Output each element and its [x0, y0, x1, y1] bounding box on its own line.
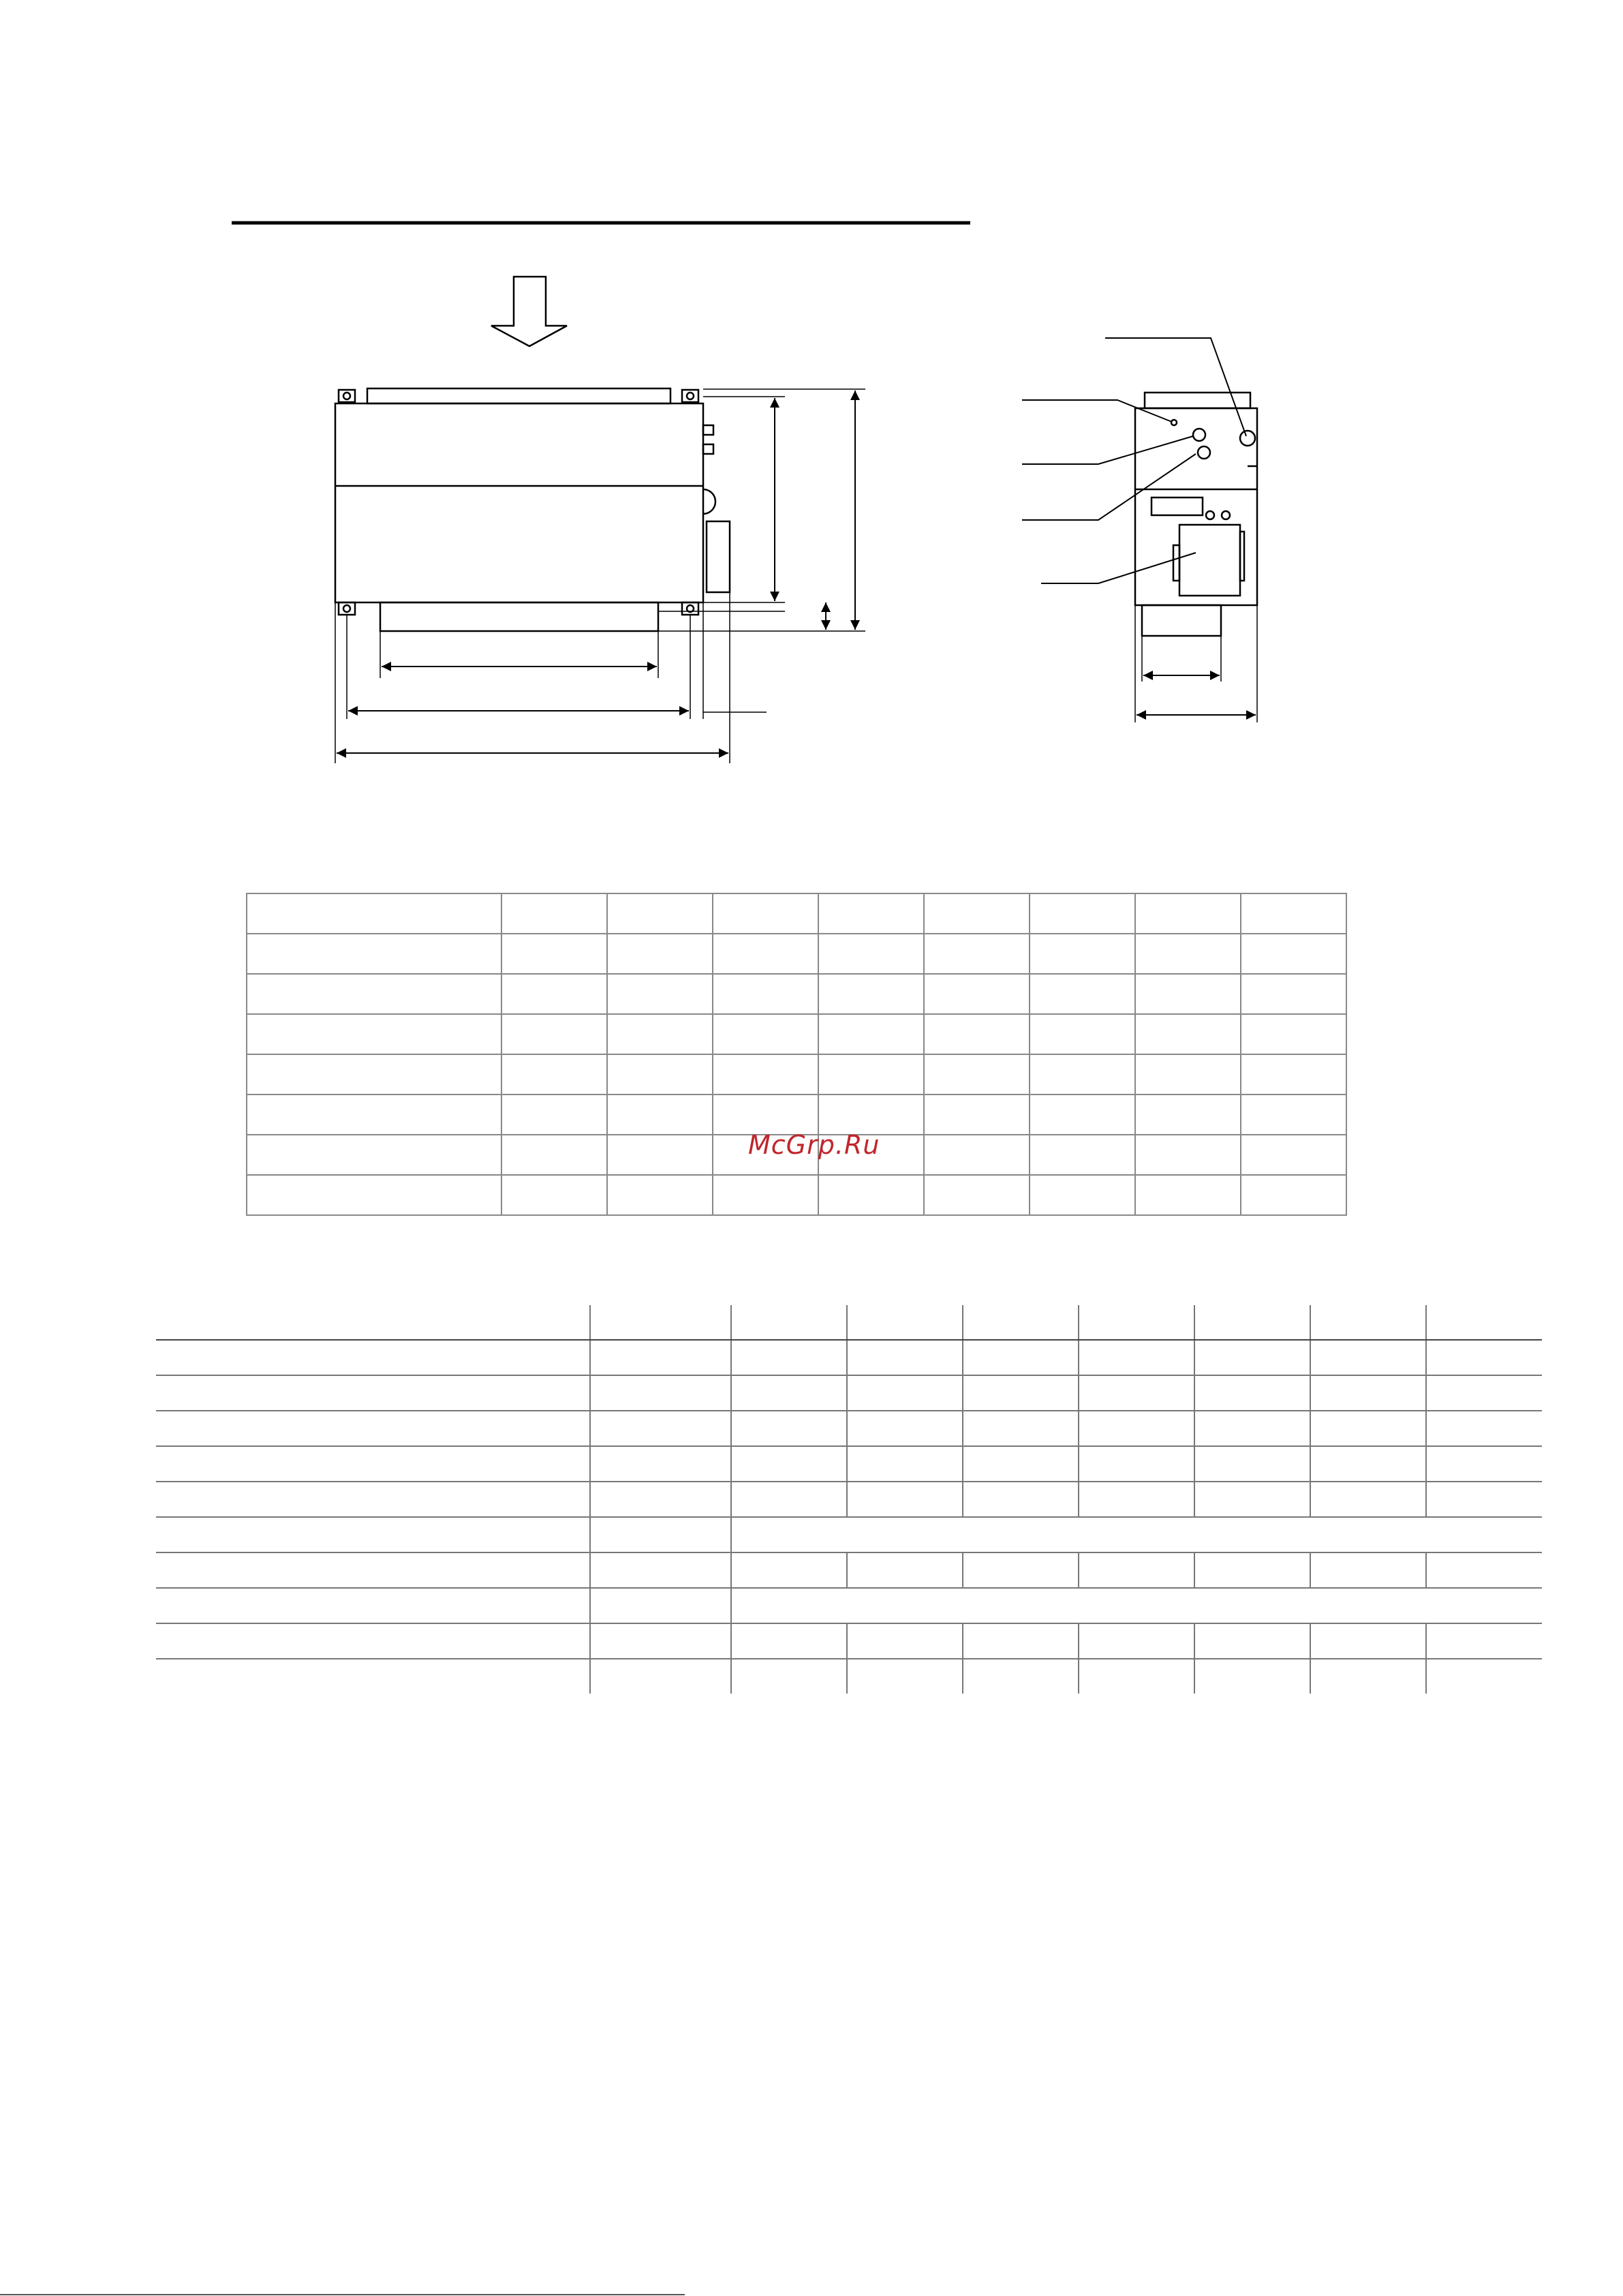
- table-cell: [1426, 1482, 1542, 1517]
- table-cell: [924, 934, 1030, 974]
- table-cell: [156, 1659, 590, 1694]
- table-row: [156, 1552, 1542, 1588]
- table-cell: [156, 1552, 590, 1588]
- table-cell: [247, 893, 501, 934]
- table-row: [247, 1095, 1346, 1135]
- table-row: [156, 1588, 1542, 1623]
- table-cell: [1194, 1623, 1310, 1659]
- watermark-text: McGrp.Ru: [748, 1130, 880, 1160]
- table-cell: [1030, 1135, 1135, 1175]
- table-cell: [1426, 1375, 1542, 1411]
- table-cell: [1030, 1095, 1135, 1135]
- table-cell: [607, 1054, 713, 1095]
- performance-table: [156, 1305, 1542, 1694]
- table-cell: [963, 1375, 1079, 1411]
- table-cell: [590, 1517, 731, 1552]
- table-cell: [590, 1305, 731, 1340]
- table-cell: [1030, 974, 1135, 1014]
- table-cell: [607, 1175, 713, 1215]
- table-cell: [501, 934, 607, 974]
- table-cell: [501, 1054, 607, 1095]
- table-cell: [1310, 1340, 1426, 1375]
- table-cell: [713, 893, 818, 934]
- table-cell: [1426, 1305, 1542, 1340]
- table-cell: [1426, 1659, 1542, 1694]
- table-cell: [247, 1095, 501, 1135]
- table-cell: [713, 1175, 818, 1215]
- mounting-bracket: [339, 390, 355, 402]
- table-cell: [1135, 934, 1241, 974]
- table-cell: [247, 1175, 501, 1215]
- table-cell: [924, 893, 1030, 934]
- table-row: [156, 1375, 1542, 1411]
- table-cell: [590, 1552, 731, 1588]
- table-cell: [247, 934, 501, 974]
- table-cell: [924, 1135, 1030, 1175]
- table-cell: [818, 893, 924, 934]
- table-cell: [1310, 1305, 1426, 1340]
- leader-line: [1022, 400, 1172, 422]
- table-cell: [590, 1446, 731, 1482]
- table-cell: [1310, 1623, 1426, 1659]
- table-cell: [156, 1446, 590, 1482]
- connection-port: [1240, 431, 1255, 446]
- table-cell: [590, 1659, 731, 1694]
- top-flange: [367, 388, 670, 403]
- table-cell: [1241, 1135, 1346, 1175]
- connection-port: [1171, 420, 1177, 425]
- table-cell: [1194, 1375, 1310, 1411]
- footer-rule: [0, 2294, 685, 2295]
- table-cell: [156, 1411, 590, 1446]
- table-cell: [731, 1588, 1542, 1623]
- table-cell: [1135, 974, 1241, 1014]
- table-cell: [1194, 1552, 1310, 1588]
- control-box: [1179, 525, 1240, 596]
- table-cell: [590, 1375, 731, 1411]
- table-cell: [713, 1095, 818, 1135]
- mounting-bracket: [339, 602, 355, 615]
- table-cell: [247, 1054, 501, 1095]
- table-cell: [156, 1517, 590, 1552]
- unit-body: [335, 403, 703, 602]
- table-cell: [590, 1482, 731, 1517]
- table-cell: [1135, 1175, 1241, 1215]
- table-row: [247, 893, 1346, 934]
- table-cell: [963, 1411, 1079, 1446]
- table-cell: [1310, 1411, 1426, 1446]
- drain-outlet: [703, 489, 715, 514]
- table-cell: [818, 1095, 924, 1135]
- table-cell: [818, 1014, 924, 1054]
- table-cell: [963, 1659, 1079, 1694]
- table-cell: [1079, 1340, 1194, 1375]
- table-cell: [247, 974, 501, 1014]
- table-cell: [924, 1054, 1030, 1095]
- table-cell: [1426, 1340, 1542, 1375]
- table-cell: [731, 1517, 1542, 1552]
- table-cell: [1241, 934, 1346, 974]
- side-top-flange: [1145, 393, 1250, 408]
- connection-port: [1193, 429, 1205, 441]
- table-cell: [1030, 893, 1135, 934]
- table-cell: [731, 1552, 847, 1588]
- table-cell: [731, 1375, 847, 1411]
- side-view: [1022, 338, 1257, 722]
- table-cell: [590, 1411, 731, 1446]
- table-cell: [1135, 1054, 1241, 1095]
- bottom-flange: [380, 602, 658, 631]
- table-row: [247, 1175, 1346, 1215]
- side-body: [1135, 408, 1257, 605]
- table-cell: [1079, 1623, 1194, 1659]
- table-cell: [1135, 1135, 1241, 1175]
- table-cell: [1135, 1095, 1241, 1135]
- table-cell: [963, 1305, 1079, 1340]
- table-cell: [1426, 1552, 1542, 1588]
- mounting-bracket: [682, 602, 698, 615]
- table-cell: [1194, 1659, 1310, 1694]
- electrical-box: [707, 521, 730, 592]
- table-cell: [1194, 1340, 1310, 1375]
- table-cell: [1079, 1659, 1194, 1694]
- table-cell: [847, 1340, 963, 1375]
- table-cell: [847, 1305, 963, 1340]
- table-row: [156, 1305, 1542, 1340]
- table-cell: [1135, 1014, 1241, 1054]
- table-row: [247, 934, 1346, 974]
- table-row: [156, 1482, 1542, 1517]
- table-cell: [1310, 1482, 1426, 1517]
- table-cell: [156, 1482, 590, 1517]
- down-arrow-icon: [491, 277, 567, 346]
- table-cell: [847, 1482, 963, 1517]
- table-cell: [818, 1054, 924, 1095]
- table-row: [156, 1340, 1542, 1375]
- pipe-fitting: [703, 444, 713, 454]
- table-row: [156, 1517, 1542, 1552]
- table-cell: [1241, 1054, 1346, 1095]
- table-row: [156, 1659, 1542, 1694]
- table-cell: [501, 974, 607, 1014]
- table-cell: [731, 1305, 847, 1340]
- table-cell: [924, 974, 1030, 1014]
- table-cell: [607, 893, 713, 934]
- table-cell: [731, 1659, 847, 1694]
- table-cell: [818, 1175, 924, 1215]
- table-cell: [847, 1375, 963, 1411]
- table-cell: [1030, 1054, 1135, 1095]
- table-cell: [1241, 1014, 1346, 1054]
- table-row: [156, 1411, 1542, 1446]
- table-cell: [1241, 974, 1346, 1014]
- table-cell: [1030, 934, 1135, 974]
- table-cell: [847, 1411, 963, 1446]
- table-cell: [731, 1411, 847, 1446]
- table-cell: [1079, 1482, 1194, 1517]
- table-cell: [1030, 1175, 1135, 1215]
- table-cell: [501, 1175, 607, 1215]
- table-row: [156, 1446, 1542, 1482]
- table-cell: [1030, 1014, 1135, 1054]
- table-cell: [590, 1623, 731, 1659]
- table-cell: [1194, 1446, 1310, 1482]
- table-cell: [501, 1095, 607, 1135]
- specification-table: [246, 893, 1347, 1216]
- terminal-block: [1151, 498, 1203, 515]
- table-cell: [924, 1175, 1030, 1215]
- table-cell: [818, 934, 924, 974]
- side-bottom-flange: [1142, 605, 1221, 636]
- table-cell: [1241, 1095, 1346, 1135]
- table-cell: [731, 1340, 847, 1375]
- table-row: [247, 974, 1346, 1014]
- table-cell: [501, 1014, 607, 1054]
- table-cell: [924, 1014, 1030, 1054]
- table-cell: [1310, 1659, 1426, 1694]
- table-row: [156, 1623, 1542, 1659]
- table-cell: [713, 1054, 818, 1095]
- table-cell: [156, 1588, 590, 1623]
- table-cell: [713, 1014, 818, 1054]
- table-cell: [590, 1588, 731, 1623]
- table-cell: [1241, 893, 1346, 934]
- table-cell: [1194, 1411, 1310, 1446]
- table-cell: [1135, 893, 1241, 934]
- table-cell: [963, 1552, 1079, 1588]
- pipe-fitting: [703, 425, 713, 435]
- table-cell: [607, 934, 713, 974]
- table-cell: [731, 1446, 847, 1482]
- table-cell: [1079, 1305, 1194, 1340]
- table-cell: [247, 1135, 501, 1175]
- table-cell: [713, 934, 818, 974]
- table-cell: [1310, 1375, 1426, 1411]
- table-cell: [156, 1623, 590, 1659]
- table-cell: [1194, 1482, 1310, 1517]
- table-cell: [1426, 1623, 1542, 1659]
- table-cell: [1426, 1446, 1542, 1482]
- table-cell: [847, 1623, 963, 1659]
- table-cell: [847, 1552, 963, 1588]
- table-cell: [607, 1014, 713, 1054]
- table-cell: [156, 1305, 590, 1340]
- table-cell: [501, 893, 607, 934]
- table-cell: [590, 1340, 731, 1375]
- table-row: [247, 1054, 1346, 1095]
- table-cell: [607, 974, 713, 1014]
- table-cell: [1310, 1552, 1426, 1588]
- table-cell: [1194, 1305, 1310, 1340]
- table-cell: [731, 1623, 847, 1659]
- table-cell: [713, 974, 818, 1014]
- table-cell: [1079, 1446, 1194, 1482]
- table-cell: [1310, 1446, 1426, 1482]
- table-cell: [818, 974, 924, 1014]
- table-cell: [731, 1482, 847, 1517]
- mounting-bracket: [682, 390, 698, 402]
- table-cell: [501, 1135, 607, 1175]
- table-cell: [1241, 1175, 1346, 1215]
- connection-port: [1198, 446, 1210, 459]
- table-cell: [963, 1446, 1079, 1482]
- table-cell: [1426, 1411, 1542, 1446]
- table-cell: [924, 1095, 1030, 1135]
- table-cell: [963, 1623, 1079, 1659]
- table-cell: [963, 1340, 1079, 1375]
- table-cell: [1079, 1375, 1194, 1411]
- table-cell: [156, 1375, 590, 1411]
- table-cell: [847, 1659, 963, 1694]
- table-cell: [247, 1014, 501, 1054]
- table-cell: [607, 1135, 713, 1175]
- table-cell: [847, 1446, 963, 1482]
- table-cell: [156, 1340, 590, 1375]
- table-cell: [1079, 1411, 1194, 1446]
- table-cell: [1079, 1552, 1194, 1588]
- unit-dimension-drawing: [0, 0, 1623, 818]
- table-cell: [963, 1482, 1079, 1517]
- table-row: [247, 1014, 1346, 1054]
- leader-line: [1022, 436, 1193, 464]
- front-view: [335, 388, 865, 763]
- table-cell: [607, 1095, 713, 1135]
